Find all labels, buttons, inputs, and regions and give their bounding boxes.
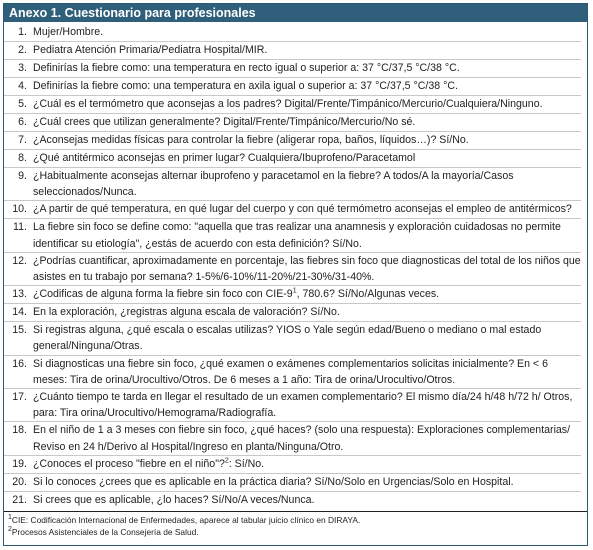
question-text (33, 168, 581, 200)
question-text-part: : Sí/No. (228, 457, 265, 470)
question-number: 13. (12, 288, 27, 301)
question-item (4, 168, 581, 201)
question-item (4, 96, 581, 114)
question-text (33, 78, 581, 94)
question-text-part: ¿A partir de qué temperatura, en qué lugar del cuerpo y con qué termómetro aconsejas el empleo de antitérmicos? (33, 203, 572, 216)
question-item (4, 422, 581, 455)
question-item (4, 356, 581, 389)
question-number: 9. (18, 170, 27, 182)
question-number: 7. (18, 134, 27, 146)
question-number: 11. (13, 221, 27, 234)
question-text (33, 389, 581, 421)
question-item (4, 24, 581, 42)
question-number: 1. (18, 26, 27, 38)
footnote-marker: 1 (8, 514, 12, 522)
footnote (8, 514, 587, 526)
question-number: 14. (12, 306, 27, 319)
question-item (4, 42, 581, 60)
question-text-part: ¿Podrías cuantificar, aproximadamente en porcentaje, las fiebres sin foco que diagnosticas del total de los niños que asistes en tu trabajo por semana? 1-5%/6-10%/11-20%/21-30%/31-40%. (33, 254, 581, 284)
question-text-part: Si crees que es aplicable, ¿lo haces? Sí/No/A veces/Nunca. (33, 493, 315, 506)
question-item (4, 286, 581, 304)
question-number: 20. (12, 475, 27, 488)
question-item (4, 389, 581, 422)
question-number: 15. (12, 324, 27, 337)
question-text (33, 219, 581, 251)
question-text-part: Mujer/Hombre. (33, 26, 104, 38)
question-text-part: La fiebre sin foco se define como: "aquella que tras realizar una anamnesis y exploración cuidadosas no permite identificar su etiología", ¿estás de acuerdo con esta definición? Sí/No. (33, 221, 561, 250)
question-text-part: ¿Cuál crees que utilizan generalmente? Digital/Frente/Timpánico/Mercurio/No sé. (33, 116, 416, 128)
question-text (33, 114, 581, 130)
question-text (33, 456, 581, 472)
question-text (33, 253, 581, 285)
question-text (33, 492, 581, 508)
footnote-marker: 2 (8, 526, 12, 534)
footnote-ref: 2 (224, 457, 229, 465)
question-item (4, 60, 581, 78)
question-text (33, 304, 581, 320)
question-text-part: ¿Cuánto tiempo te tarda en llegar el resultado de un examen complementario? El mismo día/24 h/48 h/72 h/ Otros, para: Tira orina/Urocultivo/Hemograma/Radiografía. (33, 391, 573, 420)
question-number: 10. (12, 203, 27, 216)
footnote (8, 526, 587, 538)
question-item (4, 474, 581, 492)
question-number: 3. (18, 62, 27, 74)
question-item (4, 201, 581, 219)
footnote-text: Procesos Asistenciales de la Consejería de Salud. (11, 526, 199, 537)
question-text-part: ¿Conoces el proceso "fiebre en el niño"? (33, 457, 225, 470)
question-text-part: ¿Cuál es el termómetro que aconsejas a los padres? Digital/Frente/Timpánico/Mercurio/Cualquiera/Ninguno. (33, 98, 543, 110)
question-item (4, 253, 581, 286)
question-text-part: Si registras alguna, ¿qué escala o escalas utilizas? YIOS o Yale según edad/Bueno o mediano o mal estado general/Ninguna/Otras. (33, 324, 542, 353)
question-item (4, 150, 581, 168)
question-item (4, 304, 581, 322)
question-text-part: Pediatra Atención Primaria/Pediatra Hospital/MIR. (33, 44, 268, 56)
question-text-part: Definirías la fiebre como: una temperatura en recto igual o superior a: 37 °C/37,5 °C/38 °C. (33, 62, 460, 74)
question-text-part: Definirías la fiebre como: una temperatura en axila igual o superior a: 37 °C/37,5 °C/38 °C. (33, 80, 458, 92)
question-text (33, 24, 581, 40)
question-text (33, 322, 581, 354)
footnotes (4, 511, 587, 538)
question-list (4, 22, 587, 509)
question-text (33, 474, 581, 490)
question-text-part: Si diagnosticas una fiebre sin foco, ¿qué examen o exámenes complementarios solicitas inicialmente? En < 6 meses: Tira de orina/Urocultivo/Otros. De 6 meses a 1 año: Tira de orina/Urocultivo/Otros. (33, 357, 548, 386)
question-number: 18. (12, 424, 27, 437)
question-item (4, 132, 581, 150)
question-text (33, 42, 581, 58)
question-number: 6. (18, 116, 27, 128)
annex-title: Anexo 1. Cuestionario para profesionales (4, 4, 587, 22)
question-number: 21. (12, 493, 27, 506)
question-number: 12. (12, 254, 27, 267)
question-text (33, 150, 581, 166)
question-text-part: , 780.6? Sí/No/Algunas veces. (296, 288, 440, 301)
question-text-part: Si lo conoces ¿crees que es aplicable en la práctica diaria? Sí/No/Solo en Urgencias/Solo en Hospital. (33, 475, 514, 488)
question-number: 4. (18, 80, 27, 92)
question-item (4, 456, 581, 474)
question-text (33, 286, 581, 302)
question-text (33, 201, 581, 217)
question-number: 5. (18, 98, 27, 110)
question-number: 17. (12, 391, 27, 404)
question-text (33, 356, 581, 388)
questionnaire-box (3, 3, 588, 546)
question-text-part: ¿Qué antitérmico aconsejas en primer lugar? Cualquiera/Ibuprofeno/Paracetamol (33, 152, 416, 164)
footnote-ref: 1 (292, 287, 297, 295)
question-text (33, 422, 581, 454)
question-text (33, 60, 581, 76)
question-number: 16. (12, 357, 27, 370)
question-item (4, 114, 581, 132)
question-number: 19. (12, 457, 27, 470)
question-text-part: En el niño de 1 a 3 meses con fiebre sin foco, ¿qué haces? (solo una respuesta): Exploraciones complementarias/ Reviso en 24 h/Derivo al Hospital/Ingreso en planta/Ninguna/Otro. (33, 424, 571, 453)
question-text-part: En la exploración, ¿registras alguna escala de valoración? Sí/No. (33, 306, 340, 319)
question-item (4, 322, 581, 355)
question-number: 2. (18, 44, 27, 56)
question-item (4, 78, 581, 96)
question-item (4, 492, 581, 509)
question-item (4, 219, 581, 252)
question-text (33, 132, 581, 148)
footnote-text: CIE: Codificación Internacional de Enfermedades, aparece al tabular juicio clínico en DIRAYA. (11, 514, 361, 525)
question-number: 8. (18, 152, 27, 164)
question-text-part: ¿Codificas de alguna forma la fiebre sin foco con CIE-9 (33, 288, 293, 301)
question-text (33, 96, 581, 112)
question-text-part: ¿Habitualmente aconsejas alternar ibuprofeno y paracetamol en la fiebre? A todos/A la mayoría/Casos seleccionados/Nunca. (33, 170, 514, 199)
question-text-part: ¿Aconsejas medidas físicas para controlar la fiebre (aligerar ropa, baños, líquidos…)? Sí/No. (33, 134, 469, 146)
